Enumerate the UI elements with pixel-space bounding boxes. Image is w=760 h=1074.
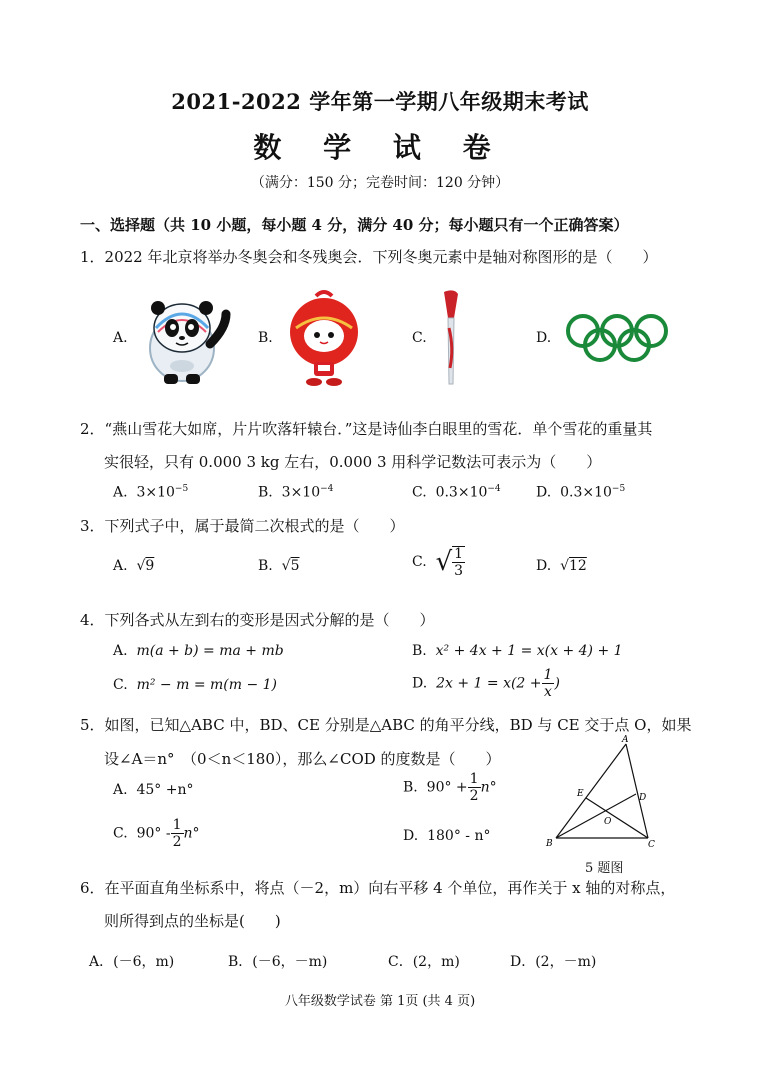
- q3-option-a: A. √9: [113, 558, 155, 574]
- q4-option-a: A. m(a + b) = ma + mb: [113, 643, 284, 659]
- q2-option-d: D. $0.3\times 10^{-5}$: [536, 484, 626, 501]
- q1-option-d-label: D.: [536, 330, 552, 346]
- q3-option-d: D. √12: [536, 558, 587, 574]
- olympic-torch-icon: [436, 288, 466, 388]
- q4-option-c: C. m² − m = m(m − 1): [113, 677, 278, 693]
- q1-option-a-label: A.: [113, 330, 128, 346]
- q3-option-c: C. √ $\frac{1}{3}$: [412, 546, 464, 579]
- bing-dwen-dwen-icon: [138, 288, 238, 388]
- point-b-label: B: [546, 839, 553, 849]
- q6-option-a: A．(－6，m): [89, 954, 175, 970]
- paper-title: 数 学 试 卷: [253, 131, 507, 164]
- question-4-stem: 4．下列各式从左到右的变形是因式分解的是（ ）: [80, 611, 435, 629]
- q2-option-a: A. $3\times 10^{-5}$: [113, 484, 189, 501]
- question-1-stem: 1．2022 年北京将举办冬奥会和冬残奥会．下列冬奥元素中是轴对称图形的是（ ）: [80, 248, 658, 266]
- shuey-rhon-rhon-icon: [286, 288, 362, 388]
- q2-option-c: C. $0.3\times 10^{-4}$: [412, 484, 501, 501]
- q2-option-b: B. $3\times 10^{-4}$: [258, 484, 334, 501]
- question-6-stem-line1: 6．在平面直角坐标系中，将点（－2，m）向右平移 4 个单位，再作关于 x 轴的对称点，: [80, 879, 676, 897]
- olympic-rings-icon: [565, 314, 669, 362]
- question-2-stem-line1: 2．“燕山雪花大如席，片片吹落轩辕台．”这是诗仙李白眼里的雪花．单个雪花的重量其: [80, 420, 653, 438]
- q4-option-d: D. 2x + 1 = x(2 + $\frac{1}{x}$ ): [412, 667, 560, 700]
- point-d-label: D: [639, 793, 647, 803]
- q3-option-b: B. √5: [258, 558, 300, 574]
- point-a-label: A: [622, 735, 629, 745]
- page-footer: 八年级数学试卷 第 1页 (共 4 页): [284, 994, 476, 1009]
- question-5-stem-line2: 设∠A＝n° （0＜n＜180），那么∠COD 的度数是（ ）: [104, 750, 501, 768]
- q6-option-d: D．(2，－m): [510, 954, 597, 970]
- figure-caption: 5 题图: [585, 861, 624, 876]
- point-o-label: O: [604, 817, 612, 827]
- question-2-stem-line2: 实很轻，只有 0.000 3 kg 左右，0.000 3 用科学记数法可表示为（ ）: [104, 453, 602, 471]
- q1-option-b-label: B.: [258, 330, 273, 346]
- triangle-figure: [540, 734, 660, 850]
- point-c-label: C: [648, 840, 655, 850]
- question-5-stem-line1: 5．如图，已知△ABC 中，BD、CE 分别是△ABC 的角平分线，BD 与 CE 交于点 O，如果: [80, 716, 692, 734]
- q5-option-a: A. 45° +n°: [113, 782, 194, 798]
- q5-option-d: D. 180° - n°: [403, 828, 491, 844]
- section-heading: 一、选择题（共 10 小题，每小题 4 分，满分 40 分；每小题只有一个正确答案）: [80, 216, 629, 234]
- exam-info: （满分：150 分；完卷时间：120 分钟）: [250, 175, 510, 191]
- q6-option-b: B．(－6，－m): [228, 954, 328, 970]
- question-3-stem: 3．下列式子中，属于最简二次根式的是（ ）: [80, 517, 405, 535]
- exam-title: 2021-2022 学年第一学期八年级期末考试: [171, 89, 589, 114]
- q6-option-c: C．(2，m): [388, 954, 460, 970]
- q4-option-b: B. x² + 4x + 1 = x(x + 4) + 1: [412, 643, 623, 659]
- question-6-stem-line2: 则所得到点的坐标是( ): [104, 912, 281, 930]
- q5-option-b: B. 90° + $\frac{1}{2}$ n°: [403, 771, 497, 804]
- q5-option-c: C. 90° - $\frac{1}{2}$ n°: [113, 817, 200, 850]
- q1-option-c-label: C.: [412, 330, 427, 346]
- point-e-label: E: [577, 789, 584, 799]
